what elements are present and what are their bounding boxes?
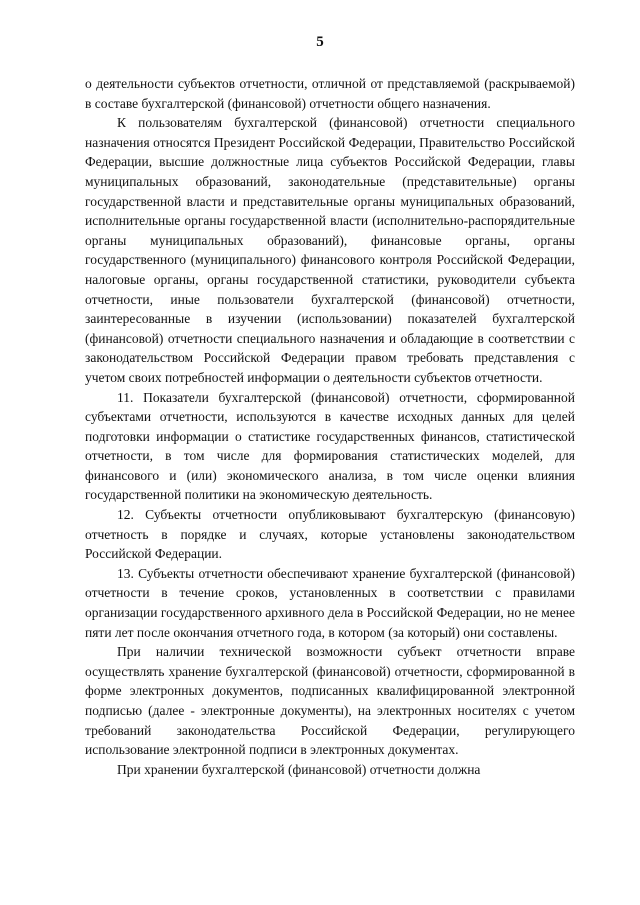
- paragraph-electronic-storage: При наличии технической возможности субъект отчетности вправе осуществлять хранение бухгалтерской (финансовой) отчетности, сформированной в форме электронных документов, подписанных квалифицированной электронной подписью (далее - электронные документы), на электронных носителях с учетом требований законодательства Российской Федерации, регулирующего использование электронной подписи в электронных документах.: [85, 644, 575, 758]
- page-number: 5: [316, 34, 324, 50]
- paragraph-item-13: 13. Субъекты отчетности обеспечивают хранение бухгалтерской (финансовой) отчетности в течение сроков, установленных в соответствии с правилами организации государственного архивного дела в Российской Федерации, но не менее пяти лет после окончания отчетного года, в котором (за который) они составлены.: [85, 565, 575, 640]
- paragraph-item-11: 11. Показатели бухгалтерской (финансовой) отчетности, сформированной субъектами отчетности, используются в качестве исходных данных для целей подготовки информации о статистике государственных финансов, статистической отчетности, в том числе для формирования статистических моделей, для финансового и (или) экономического анализа, в том числе оценки влияния государственной политики на экономическую деятельность.: [85, 389, 575, 503]
- paragraph-users-special-purpose: К пользователям бухгалтерской (финансовой) отчетности специального назначения относятся Президент Российской Федерации, Правительство Российской Федерации, высшие должностные лица субъектов Российской Федерации, главы муниципальных образований, законодательные (представительные) органы государственной власти и представительные органы муниципальных образований, исполнительные органы государственной власти (исполнительно-распорядительные органы муниципальных образований), финансовые органы, органы государственного (муниципального) финансового контроля Российской Федерации, налоговые органы, органы государственной статистики, руководители субъекта отчетности, иные пользователи бухгалтерской (финансовой) отчетности, заинтересованные в изучении (использовании) показателей бухгалтерской (финансовой) отчетности специального назначения и обладающие в соответствии с законодательством Российской Федерации правом требовать представления с учетом своих потребностей информации о деятельности субъектов отчетности.: [85, 115, 575, 385]
- document-body: [85, 74, 575, 779]
- paragraph-continuation: о деятельности субъектов отчетности, отличной от представляемой (раскрываемой) в составе бухгалтерской (финансовой) отчетности общего назначения.: [85, 76, 575, 111]
- paragraph-item-12: 12. Субъекты отчетности опубликовывают бухгалтерскую (финансовую) отчетность в порядке и случаях, которые установлены законодательством Российской Федерации.: [85, 507, 575, 562]
- paragraph-storage-requirements: При хранении бухгалтерской (финансовой) отчетности должна: [117, 761, 481, 777]
